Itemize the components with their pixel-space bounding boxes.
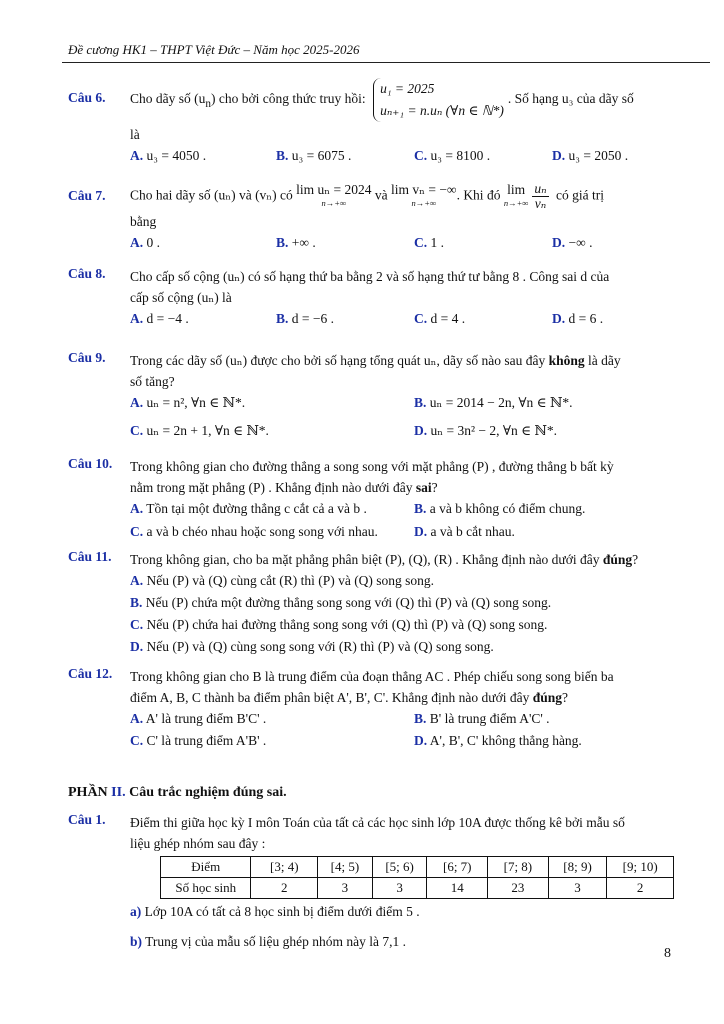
option-b[interactable]: B. Nếu (P) chứa một đường thẳng song song với (Q) thì (P) và (Q) song song. [130, 595, 552, 610]
question-label: Câu 1. [68, 812, 106, 827]
header-divider [62, 62, 710, 63]
question-text-cont: số tăng? [130, 374, 175, 389]
option-b[interactable]: B. +∞ . [276, 235, 316, 250]
question-6 [68, 78, 674, 167]
option-d[interactable]: D. uₙ = 3n² − 2, ∀n ∈ ℕ*. [414, 423, 557, 438]
question-8 [68, 266, 674, 330]
option-b[interactable]: B. d = −6 . [276, 311, 334, 326]
option-c[interactable]: C. 1 . [414, 235, 444, 250]
question-label: Câu 10. [68, 456, 113, 471]
question-text-cont: cấp số cộng (uₙ) là [130, 290, 232, 305]
option-d[interactable]: D. Nếu (P) và (Q) cùng song song với (R) thì (P) và (Q) song song. [130, 639, 494, 654]
question-text: Cho hai dãy số (uₙ) và (vₙ) có lim uₙ = 2024 n→+∞ và lim vₙ = −∞ n→+∞. Khi đó lim n→+∞ $\frac{\text{uₙ}}{\text{vₙ}}$ có giá trị [130, 181, 604, 211]
option-c[interactable]: C. u₃ = 8100 . [414, 148, 491, 163]
question-label: Câu 6. [68, 90, 106, 105]
question-text: Trong không gian cho B là trung điểm của đoạn thẳng AC . Phép chiếu song song biến ba [130, 669, 614, 684]
question-text: Điểm thi giữa học kỳ I môn Toán của tất cả các học sinh lớp 10A được thống kê bởi mẫu số [130, 815, 625, 830]
limit-expression: lim uₙ = 2024 n→+∞ [296, 182, 372, 208]
question-text-cont: bằng [130, 214, 157, 229]
answer-options [130, 708, 674, 730]
question-label: Câu 11. [68, 549, 112, 564]
question-text: Cho dãy số $(u_n)$ cho bởi công thức truy hồi: u₁ = 2025 uₙ₊₁ = n.uₙ (∀n ∈ ℕ*). Số hạng u₃ của dãy số [130, 78, 674, 122]
question-7 [68, 182, 674, 254]
option-d[interactable]: D. u₃ = 2050 . [552, 148, 629, 163]
answer-options [130, 730, 674, 752]
question-label: Câu 8. [68, 266, 106, 281]
question-text: Trong không gian, cho ba mặt phẳng phân biệt (P), (Q), (R) . Khẳng định nào dưới đây đúng? [130, 552, 639, 567]
score-table [160, 856, 674, 899]
option-a[interactable]: A. 0 . [130, 235, 160, 250]
question-9 [68, 350, 674, 442]
option-b[interactable]: B. a và b không có điểm chung. [414, 501, 586, 516]
answer-options [130, 521, 674, 543]
recurrence-system: u₁ = 2025 uₙ₊₁ = n.uₙ (∀n ∈ ℕ*) [373, 78, 504, 122]
page-header: Đề cương HK1 – THPT Việt Đức – Năm học 2025-2026 [68, 42, 360, 57]
option-d[interactable]: D. a và b cắt nhau. [414, 524, 515, 539]
option-a[interactable]: A. uₙ = n², ∀n ∈ ℕ*. [130, 395, 246, 410]
question-text-cont: nằm trong mặt phẳng (P) . Khẳng định nào dưới đây sai? [130, 480, 438, 495]
question-label: Câu 12. [68, 666, 113, 681]
option-c[interactable]: C. d = 4 . [414, 311, 466, 326]
page-number: 8 [664, 946, 671, 961]
option-a[interactable]: A. Nếu (P) và (Q) cùng cắt (R) thì (P) và (Q) song song. [130, 573, 435, 588]
option-c[interactable]: C. a và b chéo nhau hoặc song song với nhau. [130, 524, 378, 539]
option-c[interactable]: C. Nếu (P) chứa hai đường thẳng song song với (Q) thì (P) và (Q) song song. [130, 617, 548, 632]
table-row: Số học sinh 2 3 3 14 23 3 2 [161, 878, 674, 899]
section-heading: PHẦN II. Câu trắc nghiệm đúng sai. [68, 785, 287, 800]
question-text-cont: là [130, 127, 140, 142]
statement-a[interactable]: a) Lớp 10A có tất cả 8 học sinh bị điểm dưới điểm 5 . [130, 904, 420, 919]
question-11 [68, 549, 674, 658]
question-label: Câu 9. [68, 350, 106, 365]
answer-options [130, 392, 674, 414]
question-label: Câu 7. [68, 188, 106, 203]
question-text: Trong các dãy số (uₙ) được cho bởi số hạng tổng quát uₙ, dãy số nào sau đây không là dãy [130, 353, 621, 368]
option-a[interactable]: A. u₃ = 4050 . [130, 148, 207, 163]
option-a[interactable]: A. d = −4 . [130, 311, 189, 326]
question-10 [68, 456, 674, 543]
answer-options [130, 232, 674, 254]
question-12 [68, 666, 674, 752]
answer-options [130, 420, 674, 442]
score-table-wrap [160, 856, 674, 899]
answer-options [130, 308, 674, 330]
option-b[interactable]: B. B' là trung điểm A'C' . [414, 711, 550, 726]
question-text-cont: điểm A, B, C thành ba điểm phân biệt A', B', C'. Khẳng định nào dưới đây đúng? [130, 690, 568, 705]
limit-expression: lim vₙ = −∞ n→+∞ [390, 182, 457, 208]
question-text: Cho cấp số cộng (uₙ) có số hạng thứ ba bằng 2 và số hạng thứ tư bằng 8 . Công sai d của [130, 269, 610, 284]
question-text-cont: liệu ghép nhóm sau đây : [130, 836, 266, 851]
limit-fraction: lim n→+∞ [503, 182, 529, 208]
option-a[interactable]: A. A' là trung điểm B'C' . [130, 711, 267, 726]
option-d[interactable]: D. −∞ . [552, 235, 593, 250]
question-text: Trong không gian cho đường thẳng a song song với mặt phẳng (P) , đường thẳng b bất kỳ [130, 459, 614, 474]
option-c[interactable]: C. C' là trung điểm A'B' . [130, 733, 267, 748]
option-c[interactable]: C. uₙ = 2n + 1, ∀n ∈ ℕ*. [130, 423, 269, 438]
option-b[interactable]: B. uₙ = 2014 − 2n, ∀n ∈ ℕ*. [414, 395, 573, 410]
answer-options [130, 498, 674, 520]
option-d[interactable]: D. d = 6 . [552, 311, 604, 326]
table-row: Điểm [3; 4) [4; 5) [5; 6) [6; 7) [7; 8) [8; 9) [9; 10) [161, 857, 674, 878]
part2-question-1 [68, 812, 674, 953]
fraction: $\frac{\text{uₙ}}{\text{vₙ}}$ [534, 181, 547, 211]
option-a[interactable]: A. Tồn tại một đường thẳng c cắt cả a và b . [130, 501, 367, 516]
option-d[interactable]: D. A', B', C' không thẳng hàng. [414, 733, 582, 748]
statement-b[interactable]: b) Trung vị của mẫu số liệu ghép nhóm này là 7,1 . [130, 934, 407, 949]
answer-options [130, 145, 674, 167]
option-b[interactable]: B. u₃ = 6075 . [276, 148, 352, 163]
